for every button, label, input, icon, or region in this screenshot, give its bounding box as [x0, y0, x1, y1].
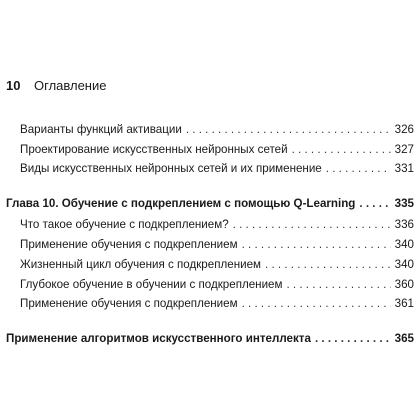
toc-chapter-label: Глава 10. Обучение с подкреплением с помощью Q-Learning — [6, 197, 356, 210]
toc-entry-label: Виды искусственных нейронных сетей и их применение — [20, 162, 322, 175]
toc-entry — [20, 238, 414, 252]
toc-entry-page: 360 — [394, 278, 414, 291]
toc-entry-page: 340 — [394, 238, 414, 251]
toc-part-entry — [6, 332, 414, 346]
toc-entry-label: Что такое обучение с подкреплением? — [20, 218, 229, 231]
running-head — [6, 78, 106, 93]
toc-leader-dots — [233, 218, 391, 232]
page-number: 10 — [6, 78, 21, 93]
toc-entry — [20, 162, 414, 176]
toc-leader-dots — [292, 143, 391, 157]
toc-leader-dots — [265, 258, 391, 272]
running-head-title: Оглавление — [34, 78, 107, 93]
toc-entry-page: 327 — [394, 143, 414, 156]
toc-chapter-page: 335 — [394, 197, 414, 210]
toc-entry-page: 340 — [394, 258, 414, 271]
toc-part-label: Применение алгоритмов искусственного интеллекта — [6, 332, 311, 345]
toc-leader-dots — [315, 332, 391, 346]
toc-entry-label: Проектирование искусственных нейронных сетей — [20, 143, 288, 156]
toc-leader-dots — [242, 297, 391, 311]
toc-part-page: 365 — [394, 332, 414, 345]
toc-entry-label: Жизненный цикл обучения с подкреплением — [20, 258, 261, 271]
toc-entry-page: 331 — [394, 162, 414, 175]
toc-entry — [20, 297, 414, 311]
toc-entry — [20, 258, 414, 272]
toc-leader-dots — [359, 197, 390, 211]
toc-entry — [20, 278, 414, 292]
toc-entry-label: Применение обучения с подкреплением — [20, 238, 238, 251]
toc-leader-dots — [286, 278, 390, 292]
toc-entry — [20, 123, 414, 137]
toc-leader-dots — [326, 162, 391, 176]
toc-entry-page: 361 — [394, 297, 414, 310]
toc-entry — [20, 218, 414, 232]
toc-entry-label: Применение обучения с подкреплением — [20, 297, 238, 310]
toc-leader-dots — [242, 238, 391, 252]
toc-leader-dots — [186, 123, 391, 137]
toc-entry-label: Глубокое обучение в обучении с подкреплением — [20, 278, 283, 291]
toc-entry — [20, 143, 414, 157]
toc-chapter-entry — [6, 197, 414, 211]
toc-entry-page: 326 — [394, 123, 414, 136]
toc-entry-label: Варианты функций активации — [20, 123, 182, 136]
toc-entry-page: 336 — [394, 218, 414, 231]
